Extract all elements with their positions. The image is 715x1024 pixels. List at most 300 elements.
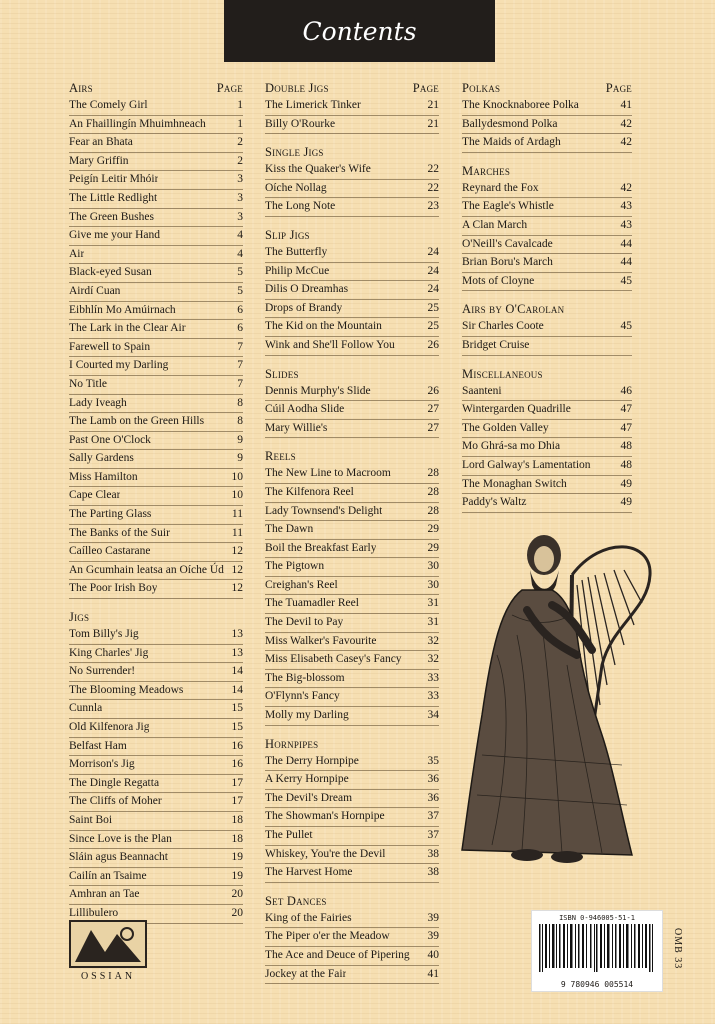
page-number: 28 xyxy=(427,485,439,498)
page-column-label: Page xyxy=(412,81,439,95)
page-number: 42 xyxy=(620,181,632,194)
contents-entry xyxy=(462,318,632,337)
tune-title: Dilis O Dreamhas xyxy=(265,283,349,296)
contents-entry xyxy=(462,401,632,420)
tune-title: The Ace and Deuce of Pipering xyxy=(265,948,410,961)
contents-entry xyxy=(265,771,439,790)
isbn-text: ISBN 0-946005-51-1 xyxy=(559,914,635,922)
page-number: 7 xyxy=(237,377,243,390)
tune-title: The Knocknaboree Polka xyxy=(462,99,579,111)
contents-entry xyxy=(462,420,632,439)
page-number: 20 xyxy=(231,888,243,901)
contents-section xyxy=(462,80,632,153)
page-number: 33 xyxy=(427,690,439,703)
contents-entry xyxy=(265,966,439,985)
contents-entry xyxy=(265,401,439,420)
contents-entry xyxy=(265,420,439,439)
section-title: Airs xyxy=(69,81,93,95)
tune-title: Fear an Bhata xyxy=(69,136,133,149)
page-number: 31 xyxy=(427,597,439,610)
page-number: 40 xyxy=(427,948,439,961)
contents-entry xyxy=(462,438,632,457)
page-number: 3 xyxy=(237,191,243,204)
page-number: 25 xyxy=(427,320,439,333)
contents-entry xyxy=(69,395,243,414)
page-number: 43 xyxy=(620,200,632,213)
page-number: 11 xyxy=(231,526,243,539)
contents-entry xyxy=(69,506,243,525)
tune-title: Molly my Darling xyxy=(265,709,349,722)
tune-title: O'Neill's Cavalcade xyxy=(462,237,553,250)
section-heading xyxy=(265,80,439,97)
page-number: 42 xyxy=(620,117,632,130)
tune-title: The Long Note xyxy=(265,200,336,213)
tune-title: The Banks of the Suir xyxy=(69,526,170,539)
tune-title: Past One O'Clock xyxy=(69,433,151,446)
section-title: Double Jigs xyxy=(265,81,329,95)
tune-title: Creighan's Reel xyxy=(265,578,338,591)
page-number: 48 xyxy=(620,440,632,453)
tune-title: Miss Walker's Favourite xyxy=(265,634,377,647)
page-number: 12 xyxy=(231,563,243,576)
page-number: 18 xyxy=(231,813,243,826)
tune-title: The Cliffs of Moher xyxy=(69,795,162,808)
page-number: 28 xyxy=(427,467,439,480)
contents-entry xyxy=(69,756,243,775)
tune-title: Lady Iveagh xyxy=(69,396,127,409)
section-heading xyxy=(69,609,243,626)
tune-title: The Butterfly xyxy=(265,245,328,258)
page-number: 33 xyxy=(427,671,439,684)
contents-entry xyxy=(69,562,243,581)
contents-section xyxy=(265,736,439,883)
tune-title: The Pigtown xyxy=(265,560,325,573)
page-number: 11 xyxy=(231,508,243,521)
page-number: 47 xyxy=(620,403,632,416)
page-number: 13 xyxy=(231,628,243,641)
page-number: 22 xyxy=(427,181,439,194)
page-number: 12 xyxy=(231,545,243,558)
section-heading xyxy=(265,448,439,465)
page-number: 5 xyxy=(237,266,243,279)
page-number: 30 xyxy=(427,560,439,573)
section-heading xyxy=(462,366,632,383)
tune-title: King Charles' Jig xyxy=(69,646,149,659)
tune-title: Dennis Murphy's Slide xyxy=(265,384,371,397)
page-number: 38 xyxy=(427,847,439,860)
page-number: 7 xyxy=(237,359,243,372)
contents-entry xyxy=(69,663,243,682)
tune-title: The Eagle's Whistle xyxy=(462,200,554,213)
page-number: 27 xyxy=(427,403,439,416)
section-title: Miscellaneous xyxy=(462,366,543,381)
section-title: Polkas xyxy=(462,81,501,95)
tune-title: The Devil's Dream xyxy=(265,791,353,804)
tune-title: No Title xyxy=(69,377,108,390)
tune-title: Drops of Brandy xyxy=(265,301,343,314)
section-title: Slides xyxy=(265,366,299,381)
harpist-illustration xyxy=(452,515,662,875)
contents-entry xyxy=(69,357,243,376)
contents-entry xyxy=(69,450,243,469)
tune-title: An Fhaillingín Mhuimhneach xyxy=(69,117,206,130)
tune-title: Air xyxy=(69,247,85,260)
tune-title: Belfast Ham xyxy=(69,739,127,752)
tune-title: The Pullet xyxy=(265,829,313,841)
contents-column-2 xyxy=(265,80,439,994)
tune-title: The Dingle Regatta xyxy=(69,776,160,789)
contents-entry xyxy=(265,198,439,217)
contents-entry xyxy=(265,180,439,199)
page-number: 49 xyxy=(620,496,632,509)
contents-column-3 xyxy=(462,80,632,523)
page-number: 36 xyxy=(427,773,439,786)
page-number: 31 xyxy=(427,616,439,629)
page-number: 25 xyxy=(427,301,439,314)
tune-title: Wink and She'll Follow You xyxy=(265,338,395,351)
tune-title: Paddy's Waltz xyxy=(462,496,527,509)
page-number: 24 xyxy=(427,264,439,277)
tune-title: The Kid on the Mountain xyxy=(265,320,382,333)
page-number: 6 xyxy=(237,303,243,316)
contents-entry xyxy=(69,525,243,544)
contents-entry xyxy=(69,682,243,701)
tune-title: Since Love is the Plan xyxy=(69,832,172,845)
tune-title: Reynard the Fox xyxy=(462,181,539,194)
page-number: 23 xyxy=(427,200,439,213)
tune-title: Tom Billy's Jig xyxy=(69,628,139,641)
contents-entry xyxy=(69,413,243,432)
contents-entry xyxy=(265,864,439,883)
contents-entry xyxy=(265,577,439,596)
tune-title: Jockey at the Fair xyxy=(265,967,347,980)
page-number: 3 xyxy=(237,173,243,186)
contents-entry xyxy=(69,227,243,246)
tune-title: Airdí Cuan xyxy=(69,284,121,297)
page-number: 43 xyxy=(620,218,632,231)
tune-title: Old Kilfenora Jig xyxy=(69,721,150,733)
tune-title: The Comely Girl xyxy=(69,99,148,111)
contents-section xyxy=(462,163,632,292)
page-number: 32 xyxy=(427,653,439,666)
page-number: 10 xyxy=(231,489,243,502)
contents-entry xyxy=(265,465,439,484)
contents-entry xyxy=(265,263,439,282)
section-heading xyxy=(69,80,243,97)
contents-entry xyxy=(265,244,439,263)
page-number: 21 xyxy=(427,99,439,111)
contents-entry xyxy=(265,503,439,522)
page-number: 47 xyxy=(620,421,632,434)
barcode-bars xyxy=(537,924,657,972)
tune-title: The Parting Glass xyxy=(69,508,152,521)
tune-title: The Golden Valley xyxy=(462,421,549,434)
tune-title: Wintergarden Quadrille xyxy=(462,403,571,416)
section-heading xyxy=(462,301,632,318)
contents-entry xyxy=(265,947,439,966)
contents-entry xyxy=(462,97,632,116)
page-number: 12 xyxy=(231,582,243,595)
tune-title: Peigín Leitir Mhóir xyxy=(69,173,159,186)
tune-title: The Derry Hornpipe xyxy=(265,754,359,767)
contents-entry xyxy=(69,812,243,831)
contents-entry xyxy=(265,161,439,180)
contents-section xyxy=(69,80,243,599)
tune-title: The New Line to Macroom xyxy=(265,467,391,480)
section-heading xyxy=(462,163,632,180)
contents-section xyxy=(265,227,439,356)
page-number: 39 xyxy=(427,911,439,924)
contents-entry xyxy=(265,540,439,559)
page-number: 34 xyxy=(427,709,439,722)
contents-entry xyxy=(69,793,243,812)
tune-title: A Kerry Hornpipe xyxy=(265,773,349,786)
contents-section xyxy=(265,448,439,725)
tune-title: Mo Ghrá-sa mo Dhia xyxy=(462,440,561,453)
section-title: Set Dances xyxy=(265,893,327,908)
contents-entry xyxy=(265,337,439,356)
page-number: 22 xyxy=(427,163,439,176)
contents-entry xyxy=(69,469,243,488)
tune-title: Boil the Breakfast Early xyxy=(265,541,377,554)
section-title: Reels xyxy=(265,449,296,464)
contents-entry xyxy=(462,116,632,135)
page-title: Contents xyxy=(302,16,417,46)
page-number: 37 xyxy=(427,829,439,841)
page-number: 29 xyxy=(427,541,439,554)
page-number: 9 xyxy=(237,452,243,465)
section-heading xyxy=(462,80,632,97)
tune-title: Cunnla xyxy=(69,702,103,715)
contents-entry xyxy=(69,868,243,887)
contents-entry xyxy=(462,476,632,495)
page-number: 20 xyxy=(231,906,243,919)
contents-entry xyxy=(265,383,439,402)
contents-entry xyxy=(69,580,243,599)
contents-entry xyxy=(265,484,439,503)
tune-title: Mots of Cloyne xyxy=(462,274,535,287)
contents-entry xyxy=(462,134,632,153)
contents-entry xyxy=(265,827,439,846)
contents-entry xyxy=(265,808,439,827)
contents-entry xyxy=(69,339,243,358)
tune-title: Amhran an Tae xyxy=(69,888,140,901)
contents-entry xyxy=(69,775,243,794)
contents-entry xyxy=(69,116,243,135)
contents-section xyxy=(265,893,439,984)
section-title: Single Jigs xyxy=(265,145,324,160)
contents-entry xyxy=(265,300,439,319)
section-heading xyxy=(265,893,439,910)
tune-title: Lady Townsend's Delight xyxy=(265,504,383,517)
tune-title: Morrison's Jig xyxy=(69,758,135,771)
section-title: Jigs xyxy=(69,610,90,625)
contents-entry xyxy=(69,302,243,321)
contents-entry xyxy=(69,246,243,265)
page-number: 10 xyxy=(231,470,243,483)
tune-title: King of the Fairies xyxy=(265,911,352,924)
page-number: 32 xyxy=(427,634,439,647)
page-number: 2 xyxy=(237,154,243,167)
tune-title: Lord Galway's Lamentation xyxy=(462,458,591,471)
contents-entry xyxy=(462,180,632,199)
tune-title: Saint Boi xyxy=(69,813,113,826)
tune-title: Ballydesmond Polka xyxy=(462,117,558,130)
contents-entry xyxy=(462,217,632,236)
contents-entry xyxy=(69,849,243,868)
tune-title: The Dawn xyxy=(265,523,314,536)
tune-title: The Piper o'er the Meadow xyxy=(265,930,390,943)
tune-title: I Courted my Darling xyxy=(69,359,169,372)
contents-entry xyxy=(69,190,243,209)
contents-entry xyxy=(265,670,439,689)
tune-title: Bridget Cruise xyxy=(462,338,530,351)
tune-title: O'Flynn's Fancy xyxy=(265,690,340,703)
tune-title: Saanteni xyxy=(462,384,502,397)
page-number: 16 xyxy=(231,758,243,771)
contents-entry xyxy=(69,700,243,719)
page-number: 24 xyxy=(427,245,439,258)
contents-entry xyxy=(69,153,243,172)
contents-entry xyxy=(265,633,439,652)
page-number: 44 xyxy=(620,256,632,269)
contents-section xyxy=(265,80,439,134)
contents-entry xyxy=(69,264,243,283)
tune-title: Sir Charles Coote xyxy=(462,320,544,333)
contents-entry xyxy=(69,376,243,395)
page-number: 3 xyxy=(237,210,243,223)
section-title: Hornpipes xyxy=(265,736,319,751)
page-number: 42 xyxy=(620,136,632,149)
contents-entry xyxy=(69,432,243,451)
tune-title: A Clan March xyxy=(462,218,528,231)
contents-entry xyxy=(462,236,632,255)
page-number: 29 xyxy=(427,523,439,536)
tune-title: Cape Clear xyxy=(69,489,121,502)
tune-title: The Devil to Pay xyxy=(265,616,344,629)
contents-header xyxy=(224,0,495,62)
contents-entry xyxy=(265,116,439,135)
page-number: 1 xyxy=(237,117,243,130)
contents-entry xyxy=(265,521,439,540)
contents-entry xyxy=(69,320,243,339)
page-number: 46 xyxy=(620,384,632,397)
page-number: 19 xyxy=(231,851,243,864)
tune-title: The Limerick Tinker xyxy=(265,99,361,111)
contents-entry xyxy=(462,273,632,292)
contents-entry xyxy=(265,846,439,865)
contents-section xyxy=(69,609,243,924)
contents-entry xyxy=(265,707,439,726)
contents-entry xyxy=(69,97,243,116)
tune-title: The Lamb on the Green Hills xyxy=(69,415,205,428)
section-title: Marches xyxy=(462,163,511,178)
page-number: 24 xyxy=(427,283,439,296)
contents-entry xyxy=(69,543,243,562)
contents-entry xyxy=(69,886,243,905)
page-number: 2 xyxy=(237,136,243,149)
tune-title: The Showman's Hornpipe xyxy=(265,810,385,823)
page-number: 6 xyxy=(237,322,243,335)
catalog-code: OMB 33 xyxy=(672,928,683,970)
tune-title: Eibhlín Mo Amúirnach xyxy=(69,303,176,316)
page-number: 30 xyxy=(427,578,439,591)
page-column-label: Page xyxy=(605,81,632,95)
tune-title: The Little Redlight xyxy=(69,191,158,204)
contents-entry xyxy=(265,281,439,300)
tune-title: Lillibulero xyxy=(69,906,119,919)
tune-title: The Monaghan Switch xyxy=(462,477,567,490)
page-number: 39 xyxy=(427,930,439,943)
section-title: Airs by O'Carolan xyxy=(462,302,565,317)
contents-entry xyxy=(265,928,439,947)
tune-title: Miss Elisabeth Casey's Fancy xyxy=(265,653,402,666)
page-number: 15 xyxy=(231,721,243,733)
tune-title: Kiss the Quaker's Wife xyxy=(265,163,371,176)
page-number: 45 xyxy=(620,274,632,287)
contents-entry xyxy=(265,910,439,929)
contents-entry xyxy=(265,558,439,577)
page-number: 14 xyxy=(231,683,243,696)
page-number: 44 xyxy=(620,237,632,250)
page-number: 18 xyxy=(231,832,243,845)
contents-entry xyxy=(265,614,439,633)
tune-title: No Surrender! xyxy=(69,665,136,678)
contents-entry xyxy=(69,487,243,506)
page-number: 49 xyxy=(620,477,632,490)
page-number: 13 xyxy=(231,646,243,659)
page-number: 17 xyxy=(231,776,243,789)
page-number: 15 xyxy=(231,702,243,715)
page-number: 8 xyxy=(237,396,243,409)
contents-entry xyxy=(462,494,632,513)
page-number: 5 xyxy=(237,284,243,297)
page-number: 4 xyxy=(237,247,243,260)
page-number: 14 xyxy=(231,665,243,678)
contents-entry xyxy=(265,753,439,772)
contents-entry xyxy=(462,254,632,273)
page-number: 7 xyxy=(237,340,243,353)
tune-title: Sally Gardens xyxy=(69,452,134,465)
publisher-name: OSSIAN xyxy=(80,971,136,982)
contents-entry xyxy=(462,337,632,356)
tune-title: Sláin agus Beannacht xyxy=(69,851,169,864)
page-number: 1 xyxy=(237,99,243,111)
page-number: 37 xyxy=(427,810,439,823)
contents-entry xyxy=(69,283,243,302)
contents-entry xyxy=(265,688,439,707)
contents-entry xyxy=(69,209,243,228)
tune-title: The Big-blossom xyxy=(265,671,345,684)
tune-title: Oíche Nollag xyxy=(265,181,327,194)
contents-section xyxy=(265,144,439,217)
barcode-number: 9 780946 005514 xyxy=(560,980,634,989)
page-number: 17 xyxy=(231,795,243,808)
page-number: 26 xyxy=(427,384,439,397)
page-number: 41 xyxy=(620,99,632,111)
contents-section xyxy=(462,366,632,513)
section-heading xyxy=(265,227,439,244)
contents-section xyxy=(265,366,439,439)
contents-entry xyxy=(462,457,632,476)
contents-entry xyxy=(69,831,243,850)
tune-title: An Gcumhain leatsa an Oíche Úd xyxy=(69,563,224,576)
page-number: 28 xyxy=(427,504,439,517)
contents-section xyxy=(462,301,632,355)
contents-entry xyxy=(69,134,243,153)
page-number: 41 xyxy=(427,967,439,980)
page-number: 19 xyxy=(231,869,243,882)
